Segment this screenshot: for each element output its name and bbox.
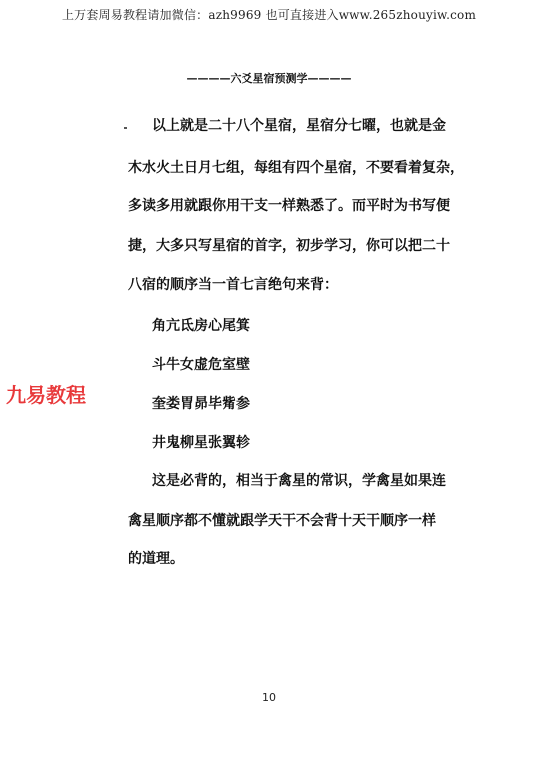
verse-line-1: 角亢氐房心尾箕: [152, 318, 250, 334]
verse-line-2: 斗牛女虚危室壁: [152, 357, 250, 373]
verse-line-4: 井鬼柳星张翼轸: [152, 435, 250, 451]
body-line-8: 的道理。: [128, 551, 184, 567]
body-line-2: 木水火土日月七组，每组有四个星宿，不要看着复杂，: [128, 160, 464, 176]
top-banner: 上万套周易教程请加微信：azh9969 也可直接进入www.265zhouyiw.com: [61, 8, 477, 22]
body-line-5: 八宿的顺序当一首七言绝句来背：: [128, 277, 338, 293]
watermark-logo: 九易教程: [6, 383, 86, 407]
running-header: ————六爻星宿预测学————: [186, 72, 352, 85]
body-line-6: 这是必背的，相当于禽星的常识，学禽星如果连: [152, 473, 446, 489]
page-number: 10: [262, 691, 276, 704]
body-line-4: 捷，大多只写星宿的首字，初步学习，你可以把二十: [128, 238, 450, 254]
body-line-7: 禽星顺序都不懂就跟学天干不会背十天干顺序一样: [128, 513, 436, 529]
body-line-1: 以上就是二十八个星宿，星宿分七曜，也就是金: [152, 118, 446, 134]
body-line-3: 多读多用就跟你用干支一样熟悉了。而平时为书写便: [128, 198, 450, 214]
verse-line-3: 奎娄胃昴毕觜参: [152, 396, 250, 412]
